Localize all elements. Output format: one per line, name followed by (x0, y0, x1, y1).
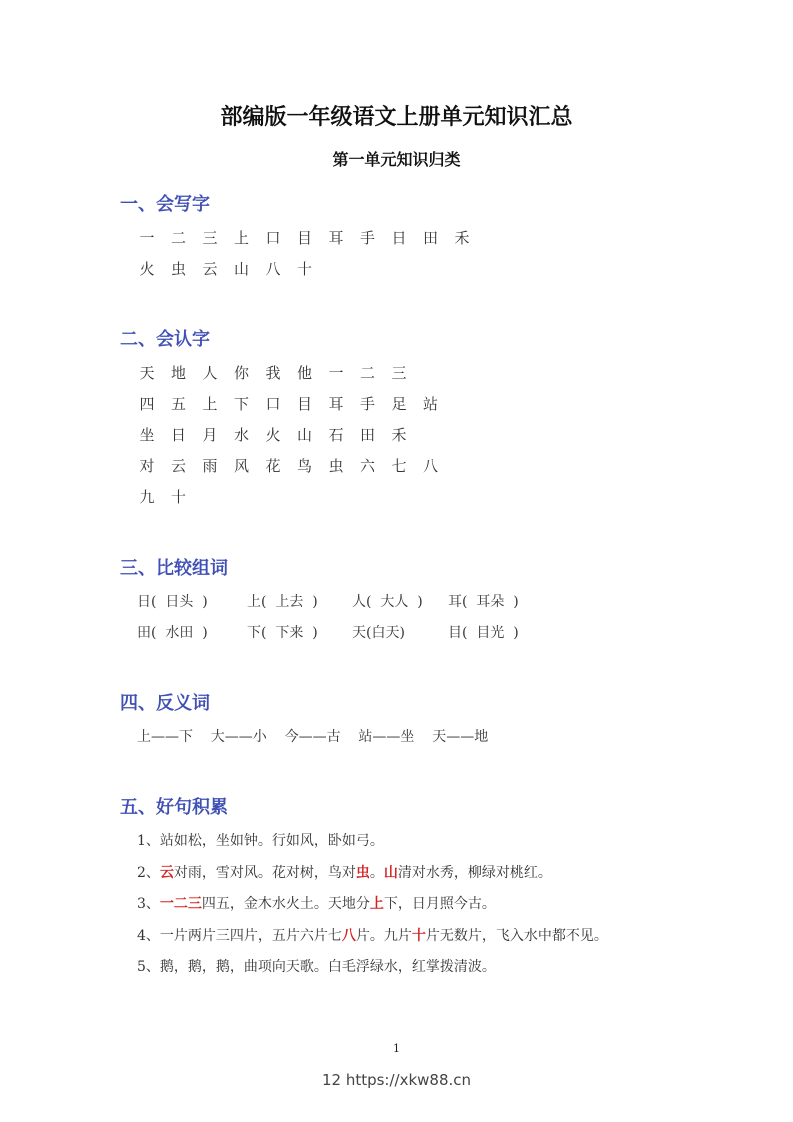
char-cell: 耳 (328, 395, 344, 413)
char-cell: 虫 (170, 260, 186, 278)
char-cell: 口 (265, 395, 281, 413)
char-cell: 日 (391, 229, 407, 247)
word-pair: 天(白天) (352, 625, 405, 641)
antonym-line: 上——下 大——小 今——古 站——坐 天——地 (137, 729, 489, 745)
section-heading: 五、好句积累 (120, 797, 228, 818)
char-cell: 火 (265, 426, 281, 444)
char-cell: 上 (233, 229, 249, 247)
sentence-text: 对雨，雪对风。花对树，鸟对 (173, 864, 356, 881)
highlight-text: 虫 (355, 864, 370, 881)
highlight-text: 上 (369, 896, 384, 912)
char-cell: 云 (170, 457, 186, 475)
char-cell: 禾 (454, 229, 470, 247)
char-cell: 七 (391, 457, 407, 475)
section-heading: 四、反义词 (120, 693, 210, 714)
char-cell: 目 (296, 395, 312, 413)
char-cell: 三 (391, 364, 407, 382)
sentence-line (137, 893, 496, 913)
highlight-text: 山 (383, 864, 398, 881)
char-cell: 坐 (139, 426, 155, 444)
char-cell: 雨 (202, 457, 218, 475)
char-cell: 二 (359, 364, 375, 382)
section-heading: 二、会认字 (120, 329, 210, 350)
sentence-text: 3、 (137, 896, 160, 912)
sentence-line (137, 956, 496, 976)
sentence-text: 片无数片，飞入水中都不见。 (425, 927, 608, 944)
char-cell: 禾 (391, 426, 407, 444)
section-heading: 一、会写字 (120, 194, 210, 215)
char-cell: 五 (170, 395, 186, 413)
char-cell: 手 (359, 395, 375, 413)
char-cell: 八 (422, 457, 438, 475)
page-number: 1 (393, 1042, 400, 1055)
word-pair: 耳( 耳朵 ) (448, 594, 519, 610)
char-cell: 站 (422, 395, 438, 413)
char-cell: 水 (233, 426, 249, 444)
sentence-text: 1、站如松，坐如钟。行如风，卧如弓。 (137, 833, 384, 849)
page-subtitle: 第一单元知识归类 (332, 150, 461, 169)
char-cell: 云 (202, 260, 218, 278)
sentence-text: 。 (369, 864, 384, 881)
char-cell: 田 (422, 229, 438, 247)
char-cell: 足 (391, 395, 407, 413)
char-cell: 一 (328, 364, 344, 382)
char-cell: 耳 (328, 229, 344, 247)
char-cell: 手 (359, 229, 375, 247)
char-cell: 风 (233, 457, 249, 475)
sentence-line (137, 830, 384, 850)
sentence-line (137, 925, 608, 945)
word-pair: 田( 水田 ) (137, 625, 208, 641)
char-cell: 下 (233, 395, 249, 413)
sentence-line (137, 862, 552, 882)
sentence-text: 清对水秀，柳绿对桃红。 (397, 864, 552, 881)
char-cell: 十 (170, 488, 186, 506)
word-pair: 目( 目光 ) (448, 625, 519, 641)
highlight-text: 八 (341, 927, 356, 944)
char-cell: 口 (265, 229, 281, 247)
char-cell: 九 (139, 488, 155, 506)
char-cell: 天 (139, 364, 155, 382)
sentence-text: 四五，金木水火土。天地分 (201, 896, 370, 912)
char-cell: 地 (170, 364, 186, 382)
char-cell: 四 (139, 395, 155, 413)
sentence-text: 5、鹅，鹅，鹅，曲项向天歌。白毛浮绿水，红掌拨清波。 (137, 959, 496, 975)
char-cell: 火 (139, 260, 155, 278)
highlight-text: 一二三 (159, 896, 202, 912)
char-cell: 上 (202, 395, 218, 413)
char-cell: 对 (139, 457, 155, 475)
section-heading: 三、比较组词 (120, 558, 228, 579)
char-cell: 二 (170, 229, 186, 247)
char-cell: 虫 (328, 457, 344, 475)
char-cell: 山 (296, 426, 312, 444)
highlight-text: 十 (411, 927, 426, 944)
char-cell: 六 (359, 457, 375, 475)
sentence-text: 4、一片两片三四片，五片六片七 (137, 927, 342, 944)
char-cell: 山 (233, 260, 249, 278)
char-cell: 目 (296, 229, 312, 247)
sentence-text: 2、 (137, 864, 160, 881)
page-title: 部编版一年级语文上册单元知识汇总 (220, 105, 573, 130)
char-cell: 石 (328, 426, 344, 444)
char-cell: 田 (359, 426, 375, 444)
word-pair: 日( 日头 ) (137, 594, 208, 610)
char-cell: 一 (139, 229, 155, 247)
word-pair: 人( 大人 ) (352, 594, 423, 610)
sentence-text: 下，日月照今古。 (383, 896, 496, 912)
sentence-text: 片。九片 (355, 927, 412, 944)
char-cell: 他 (296, 364, 312, 382)
char-cell: 八 (265, 260, 281, 278)
footer-url: 12 https://xkw88.cn (321, 1071, 472, 1089)
char-cell: 三 (202, 229, 218, 247)
char-cell: 十 (296, 260, 312, 278)
char-cell: 我 (265, 364, 281, 382)
char-cell: 你 (233, 364, 249, 382)
char-cell: 花 (265, 457, 281, 475)
char-cell: 月 (202, 426, 218, 444)
word-pair: 下( 下来 ) (247, 625, 318, 641)
char-cell: 鸟 (296, 457, 312, 475)
highlight-text: 云 (159, 864, 174, 881)
char-cell: 人 (202, 364, 218, 382)
char-cell: 日 (170, 426, 186, 444)
word-pair: 上( 上去 ) (247, 594, 318, 610)
